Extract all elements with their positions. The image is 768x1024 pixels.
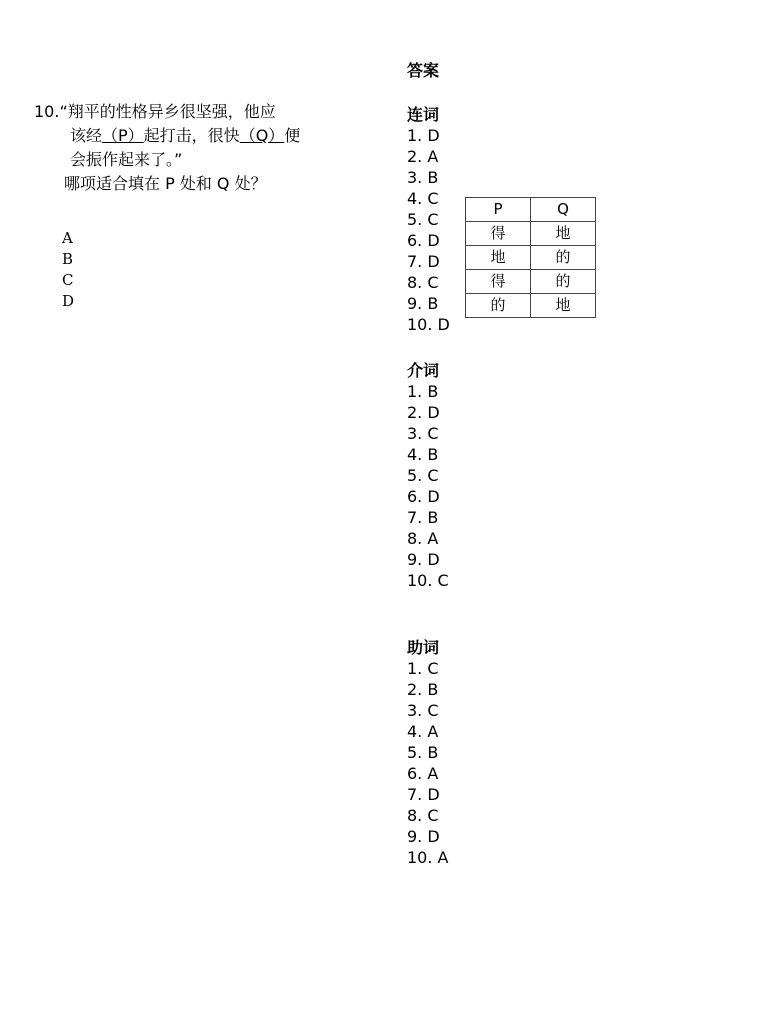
answer-item: 8. C xyxy=(407,806,439,825)
pq-cell: 地 xyxy=(531,294,596,318)
question-text: 起打击，很快 xyxy=(143,126,240,145)
answer-item: 7. D xyxy=(407,252,440,271)
answer-item: 10. D xyxy=(407,315,450,334)
pq-row xyxy=(466,270,596,294)
answer-item: 9. B xyxy=(407,294,439,313)
answer-item: 5. C xyxy=(407,210,439,229)
pq-row xyxy=(466,222,596,246)
answer-item: 5. B xyxy=(407,743,439,762)
option-d[interactable]: D xyxy=(62,292,75,310)
pq-cell: 得 xyxy=(466,270,531,294)
blank-q: （Q） xyxy=(239,126,285,145)
answer-item: 2. D xyxy=(407,403,440,422)
pq-cell: 地 xyxy=(531,222,596,246)
pq-header-p: P xyxy=(466,198,531,222)
answer-item: 1. C xyxy=(407,659,439,678)
answer-item: 2. A xyxy=(407,147,439,166)
section-heading: 连词 xyxy=(407,105,440,124)
answer-item: 9. D xyxy=(407,827,440,846)
answer-item: 1. D xyxy=(407,126,440,145)
answer-item: 6. D xyxy=(407,231,440,250)
question-text: 该经 xyxy=(70,126,103,145)
section-heading: 助词 xyxy=(407,638,440,657)
answer-item: 4. C xyxy=(407,189,439,208)
question-line-2 xyxy=(34,124,300,148)
pq-cell: 得 xyxy=(466,222,531,246)
pq-row xyxy=(466,294,596,318)
pq-cell: 地 xyxy=(466,246,531,270)
pq-header-q: Q xyxy=(531,198,596,222)
answer-item: 10. A xyxy=(407,848,449,867)
option-list xyxy=(62,228,74,312)
answer-item: 6. A xyxy=(407,764,439,783)
pq-row xyxy=(466,246,596,270)
answer-item: 6. D xyxy=(407,487,440,506)
answer-item: 4. A xyxy=(407,722,439,741)
answer-item: 7. B xyxy=(407,508,439,527)
pq-cell: 的 xyxy=(466,294,531,318)
answer-item: 1. B xyxy=(407,382,439,401)
question-line-3: 会振作起来了。” xyxy=(70,150,183,169)
answer-section-lianci xyxy=(407,104,450,335)
blank-p: （P） xyxy=(102,126,144,145)
answer-item: 3. B xyxy=(407,168,439,187)
answer-item: 3. C xyxy=(407,701,439,720)
pq-table xyxy=(465,197,596,318)
answer-section-zhuci xyxy=(407,637,448,868)
question-text: 便 xyxy=(284,126,301,145)
answer-title: 答案 xyxy=(407,61,440,80)
pq-cell: 的 xyxy=(531,270,596,294)
answer-item: 2. B xyxy=(407,680,439,699)
answer-item: 7. D xyxy=(407,785,440,804)
option-a[interactable]: A xyxy=(62,229,73,247)
pq-cell: 的 xyxy=(531,246,596,270)
question-prompt: 哪项适合填在 P 处和 Q 处？ xyxy=(64,174,267,193)
answer-item: 9. D xyxy=(407,550,440,569)
question-10 xyxy=(34,100,300,196)
section-heading: 介词 xyxy=(407,361,440,380)
answer-item: 4. B xyxy=(407,445,439,464)
option-c[interactable]: C xyxy=(62,271,74,289)
pq-header-row xyxy=(466,198,596,222)
answer-item: 5. C xyxy=(407,466,439,485)
answer-item: 10. C xyxy=(407,571,449,590)
option-b[interactable]: B xyxy=(62,250,74,268)
answer-item: 8. A xyxy=(407,529,439,548)
answer-section-jieci xyxy=(407,360,449,591)
answer-item: 8. C xyxy=(407,273,439,292)
question-line-1: 10.“翔平的性格异乡很坚强，他应 xyxy=(34,102,276,121)
answer-item: 3. C xyxy=(407,424,439,443)
